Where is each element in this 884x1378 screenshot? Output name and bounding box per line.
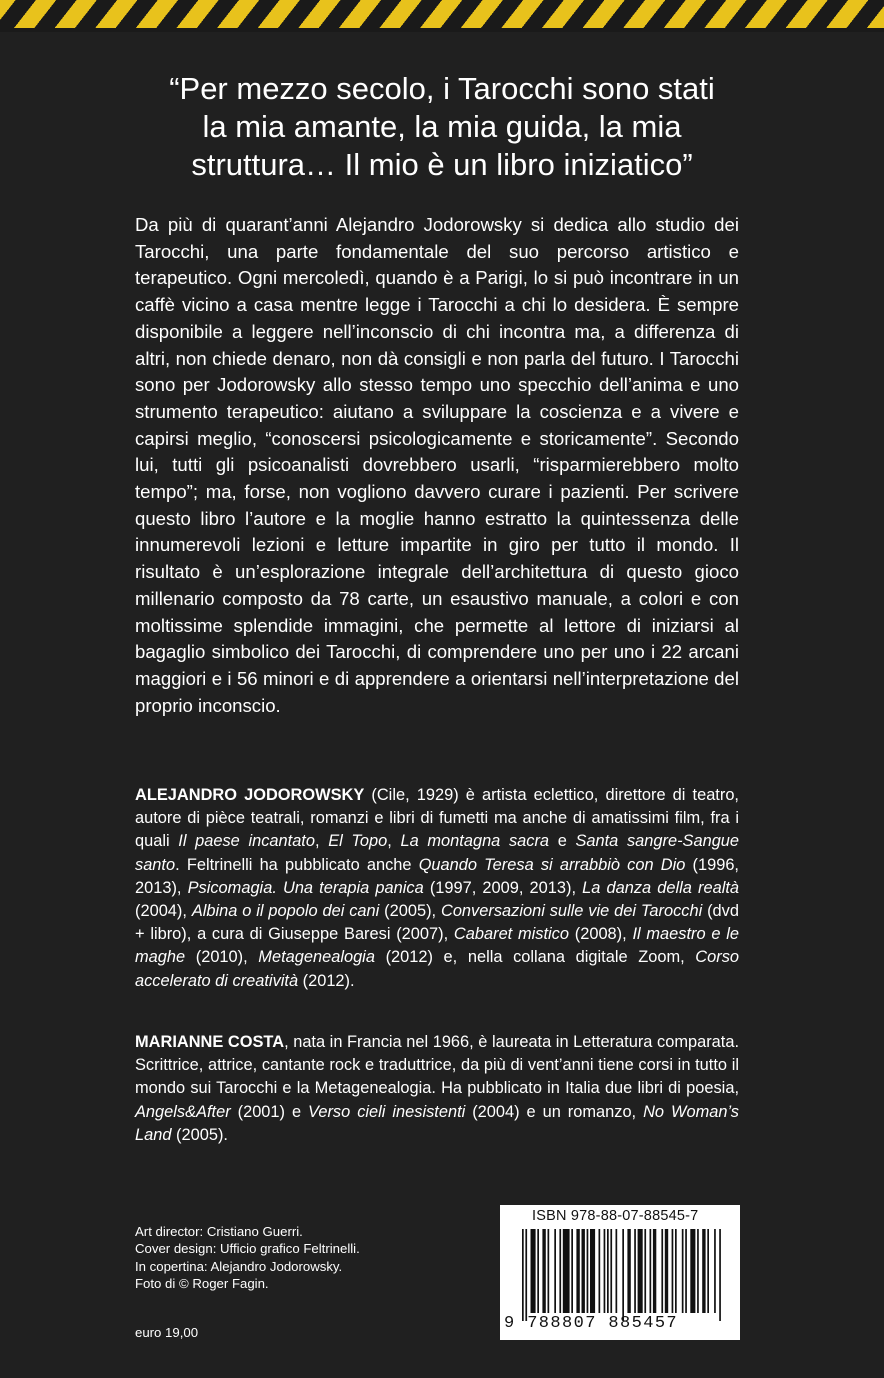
work-title: No Woman’s Land [135,1102,739,1144]
work-title: Metagenealogia [258,948,375,967]
bio-text: , [314,832,329,851]
work-title: Corso accelerato di creatività [135,948,740,990]
barcode-bar [719,1229,721,1321]
cover-quote [100,70,784,184]
barcode-bar [590,1229,595,1313]
bio-text: (2010), [185,948,259,967]
barcode-bar [634,1229,636,1313]
bio-text: (2005). [171,1125,228,1144]
barcode-bar [685,1229,687,1313]
bio-text: . Feltrinelli ha pubblicato anche [175,855,419,874]
barcode-bar [548,1229,550,1313]
work-title: Psicomagia. Una terapia panica [187,878,424,897]
barcode-bar [627,1229,630,1313]
book-description: Da più di quarant’anni Alejandro Jodorowsky si dedica allo studio dei Tarocchi, una parte fondamentale del suo percorso artistico e terapeutico. Ogni mercoledì, quando è a Parigi, lo si può incontrare in un caffè vicino a casa mentre legge i Tarocchi a chi lo desidera. È sempre disponibile a leggere nell’inconscio di chi incontra ma, a differenza di altri, non chiede denaro, non dà consigli e non parla del futuro. I Tarocchi sono per Jodorowsky allo stesso tempo uno specchio dell’anima e uno strumento terapeutico: aiutano a sviluppare la coscienza e a vivere e capirsi meglio, “conoscersi psicologicamente e storicamente”. Secondo lui, tutti gli psicoanalisti dovrebbero usarli, “risparmierebbero molto tempo”; ma, forse, non vogliono davvero curare i pazienti. Per scrivere questo libro l’autore e la moglie hanno estratto la quintessenza delle innumerevoli lezioni e letture impartite in giro per tutto il mondo. Il risultato è un’esplorazione integrale dell’architettura di questo gioco millenario composto da 78 carte, un esaustivo manuale, a colori e con moltissime splendide immagini, che permette al lettore di iniziarsi al bagaglio simbolico dei Tarocchi, di comprendere uno per uno i 22 arcani maggiori e i 56 minori e di apprendere a orientarsi nell’interpretazione del proprio inconscio. [135,214,739,716]
barcode-bar [702,1229,705,1313]
bio-text: e [549,832,576,851]
barcode-bar [661,1229,663,1313]
barcode-bar [537,1229,539,1313]
work-title: Albina o il popolo dei cani [191,902,380,921]
barcode-bar [587,1229,589,1313]
work-title: Conversazioni sulle vie dei Tarocchi [440,902,703,921]
barcode-bar [582,1229,585,1313]
barcode-bar [638,1229,643,1313]
barcode-bar [697,1229,699,1313]
bio-text: (1997, 2009, 2013), [423,878,583,897]
barcode-bar [714,1229,716,1313]
barcode-bar [576,1229,579,1313]
bio-text: , [387,832,401,851]
barcode-bar [571,1229,573,1313]
barcode-bar [604,1229,606,1313]
bio-text: (2008), [569,925,633,944]
work-title: La montagna sacra [400,832,550,851]
barcode-bar [531,1229,536,1313]
barcode-bar [525,1229,527,1321]
quote-line-1: “Per mezzo secolo, i Tarocchi sono stati [169,71,715,106]
work-title: Il paese incantato [178,832,315,851]
barcode-bar [559,1229,561,1313]
barcode-bar [610,1229,612,1313]
work-title: Verso cieli inesistenti [308,1102,466,1121]
barcode-bar [522,1229,524,1321]
bio-text: (2004) e un romanzo, [465,1102,644,1121]
price-label: euro 19,00 [135,1325,199,1340]
bio-text: (1996, 2013), [135,855,739,897]
credit-line: Cover design: Ufficio grafico Feltrinelli. [135,1241,360,1257]
barcode-bar [707,1229,709,1313]
work-title: Santa sangre-Sangue santo [135,832,740,874]
bio-text: (2004), [135,902,192,921]
bio-text: , nata in Francia nel 1966, è laureata in Letteratura comparata. Scrittrice, attrice, cantante rock e traduttrice, da più di vent’anni tiene corsi in tutto il mondo sui Tarocchi e la Metagenealogia. Ha pubblicato in Italia due libri di poesia, [135,1033,739,1098]
barcode-bar [650,1229,652,1313]
work-title: Quando Teresa si arrabbiò con Dio [418,855,686,874]
credit-line: Art director: Cristiano Guerri. [135,1224,303,1239]
quote-line-2: la mia amante, la mia guida, la mia [202,109,682,144]
barcode-bar [554,1229,556,1313]
bio-text: (2001) e [230,1102,309,1121]
barcode-bar [616,1229,618,1313]
work-title: La danza della realtà [582,878,740,897]
work-title: Cabaret mistico [453,925,569,944]
barcode-bar [653,1229,656,1313]
quote-line-3: struttura… Il mio è un libro iniziatico” [191,147,693,182]
author-name: ALEJANDRO JODOROWSKY [135,786,365,804]
bio-text: (Cile, 1929) è artista eclettico, direttore di teatro, autore di pièce teatrali, romanzi e libri di fumetti ma anche di amatissimi film, fra i quali [135,786,739,851]
barcode-digits: 9 788807 885457 [504,1314,679,1333]
work-title: El Topo [328,832,388,851]
cover-credits [135,1223,475,1292]
barcode-bar [563,1229,570,1313]
work-title: Angels&After [135,1102,231,1121]
barcode-bar [682,1229,684,1313]
hazard-stripe-band [0,0,884,32]
author-name: MARIANNE COSTA [135,1033,285,1051]
barcode-bar [665,1229,668,1313]
isbn-barcode [500,1205,740,1340]
author-bio-costa [135,1031,739,1147]
barcode-bar [644,1229,646,1313]
barcode-bar [607,1229,609,1313]
author-bio-jodorowsky [135,784,739,993]
barcode-bar [542,1229,545,1313]
barcode-bar [690,1229,695,1313]
work-title: Il maestro e le maghe [135,925,739,967]
barcode-bar [672,1229,674,1313]
credit-line: Foto di © Roger Fagin. [135,1275,269,1291]
bio-text: (2012) e, nella collana digitale Zoom, [374,948,696,967]
isbn-label: ISBN 978-88-07-88545-7 [532,1208,699,1224]
credit-line: In copertina: Alejandro Jodorowsky. [135,1258,343,1274]
barcode-bar [622,1229,624,1321]
bio-text: (2005), [379,902,441,921]
barcode-bar [599,1229,601,1313]
barcode-bar [675,1229,677,1313]
bio-text: (2012). [298,971,355,990]
bio-text: (dvd + libro), a cura di Giuseppe Baresi (2007), [135,902,739,944]
